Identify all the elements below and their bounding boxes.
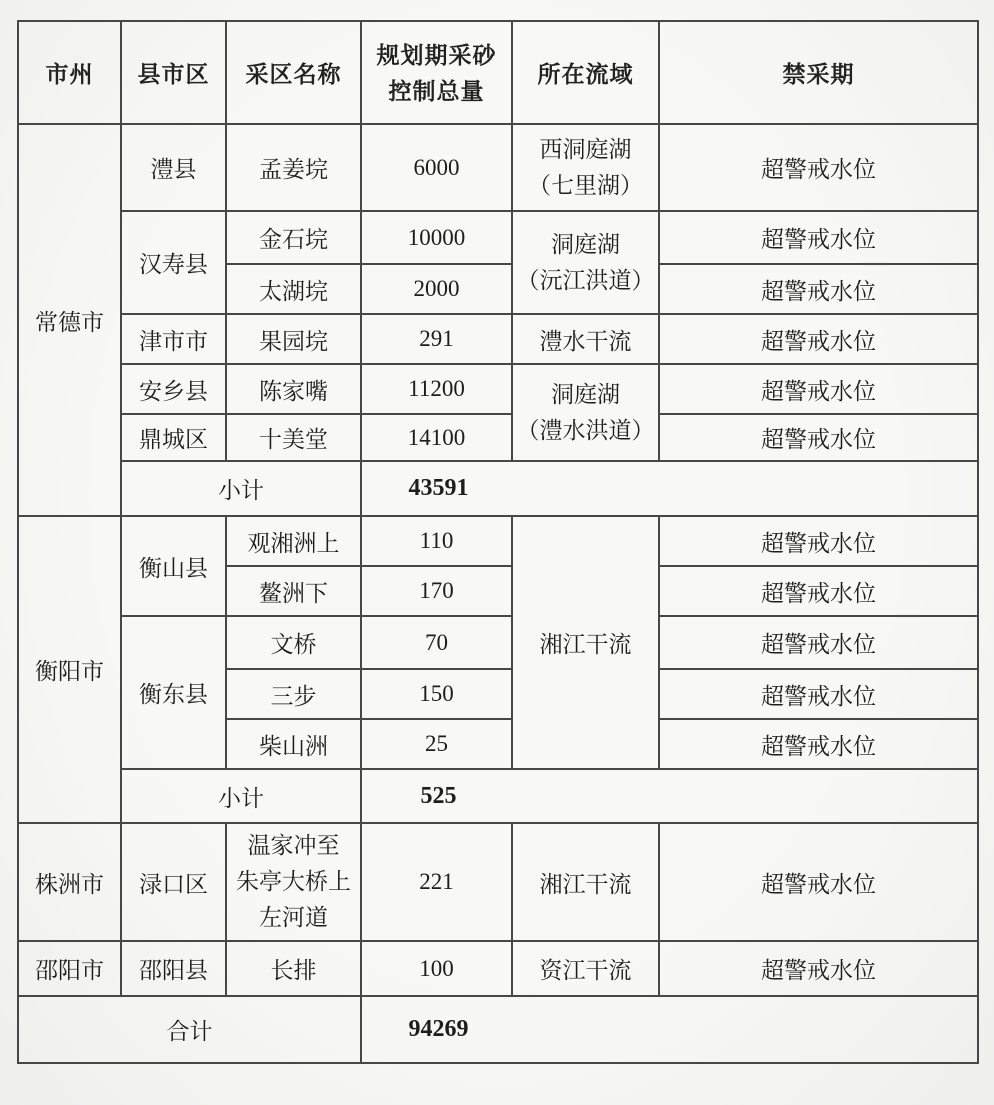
basin-cell <box>512 124 659 211</box>
col-header-city: 市州 <box>18 21 121 124</box>
quota-cell: 6000 <box>361 124 512 211</box>
basin-line: （澧水洪道） <box>516 417 655 443</box>
county-cell: 衡东县 <box>121 616 226 769</box>
subtotal-label-cell: 小计 <box>121 461 361 516</box>
area-line: 朱亭大桥上 <box>236 869 351 894</box>
basin-cell <box>512 211 659 314</box>
quota-cell: 70 <box>361 616 512 669</box>
area-cell: 陈家嘴 <box>226 364 361 414</box>
basin-cell: 澧水干流 <box>512 314 659 364</box>
quota-cell: 150 <box>361 669 512 719</box>
basin-cell: 湘江干流 <box>512 823 659 941</box>
table-row <box>18 823 978 941</box>
col-header-quota-line1: 规划期采砂 <box>376 41 497 68</box>
area-cell: 柴山洲 <box>226 719 361 769</box>
table-row <box>18 211 978 264</box>
quota-cell: 221 <box>361 823 512 941</box>
table-row <box>18 941 978 996</box>
quota-cell: 100 <box>361 941 512 996</box>
county-cell: 邵阳县 <box>121 941 226 996</box>
table-row <box>18 414 978 461</box>
area-cell: 文桥 <box>226 616 361 669</box>
table-row <box>18 616 978 669</box>
city-cell: 衡阳市 <box>18 516 121 823</box>
quota-cell: 2000 <box>361 264 512 314</box>
area-cell: 长排 <box>226 941 361 996</box>
ban-cell: 超警戒水位 <box>659 616 978 669</box>
ban-cell: 超警戒水位 <box>659 566 978 616</box>
ban-cell: 超警戒水位 <box>659 823 978 941</box>
subtotal-label-cell: 小计 <box>121 769 361 823</box>
ban-cell: 超警戒水位 <box>659 516 978 566</box>
county-cell: 安乡县 <box>121 364 226 414</box>
table-row <box>18 364 978 414</box>
area-cell: 三步 <box>226 669 361 719</box>
sand-mining-quota-table <box>17 20 979 1064</box>
city-cell: 常德市 <box>18 124 121 516</box>
area-cell: 孟姜垸 <box>226 124 361 211</box>
basin-line: （沅江洪道） <box>516 267 655 293</box>
basin-cell: 湘江干流 <box>512 516 659 769</box>
basin-cell: 资江干流 <box>512 941 659 996</box>
total-label-cell: 合计 <box>18 996 361 1063</box>
basin-line: 洞庭湖 <box>551 381 620 407</box>
subtotal-value-cell <box>361 461 978 516</box>
basin-line: 西洞庭湖 <box>539 136 632 162</box>
ban-cell: 超警戒水位 <box>659 364 978 414</box>
quota-cell: 14100 <box>361 414 512 461</box>
col-header-county: 县市区 <box>121 21 226 124</box>
ban-cell: 超警戒水位 <box>659 719 978 769</box>
area-cell <box>226 823 361 941</box>
col-header-quota-line2: 控制总量 <box>388 77 485 104</box>
subtotal-value-cell <box>361 769 978 823</box>
county-cell: 津市市 <box>121 314 226 364</box>
county-cell: 衡山县 <box>121 516 226 616</box>
county-cell: 渌口区 <box>121 823 226 941</box>
area-cell: 太湖垸 <box>226 264 361 314</box>
subtotal-row <box>18 461 978 516</box>
col-header-basin: 所在流域 <box>512 21 659 124</box>
area-line: 温家冲至 <box>247 833 340 858</box>
table-row <box>18 516 978 566</box>
header-row <box>18 21 978 124</box>
area-cell: 十美堂 <box>226 414 361 461</box>
table-row <box>18 314 978 364</box>
ban-cell: 超警戒水位 <box>659 124 978 211</box>
col-header-area: 采区名称 <box>226 21 361 124</box>
quota-cell: 11200 <box>361 364 512 414</box>
quota-cell: 25 <box>361 719 512 769</box>
county-cell: 鼎城区 <box>121 414 226 461</box>
subtotal-row <box>18 769 978 823</box>
col-header-ban: 禁采期 <box>659 21 978 124</box>
total-value-cell <box>361 996 978 1063</box>
quota-cell: 110 <box>361 516 512 566</box>
table-row <box>18 124 978 211</box>
basin-line: 洞庭湖 <box>551 231 620 257</box>
quota-cell: 291 <box>361 314 512 364</box>
county-cell: 汉寿县 <box>121 211 226 314</box>
ban-cell: 超警戒水位 <box>659 264 978 314</box>
area-cell: 鳌洲下 <box>226 566 361 616</box>
total-value: 94269 <box>408 1016 469 1042</box>
basin-line: （七里湖） <box>528 172 643 198</box>
ban-cell: 超警戒水位 <box>659 314 978 364</box>
quota-cell: 10000 <box>361 211 512 264</box>
area-line: 左河道 <box>259 905 328 930</box>
total-row <box>18 996 978 1063</box>
area-cell: 果园垸 <box>226 314 361 364</box>
subtotal-value: 525 <box>420 782 457 809</box>
ban-cell: 超警戒水位 <box>659 414 978 461</box>
city-cell: 邵阳市 <box>18 941 121 996</box>
col-header-quota <box>361 21 512 124</box>
ban-cell: 超警戒水位 <box>659 669 978 719</box>
subtotal-value: 43591 <box>408 475 469 501</box>
city-cell: 株洲市 <box>18 823 121 941</box>
basin-cell <box>512 364 659 461</box>
area-cell: 观湘洲上 <box>226 516 361 566</box>
quota-cell: 170 <box>361 566 512 616</box>
ban-cell: 超警戒水位 <box>659 211 978 264</box>
area-cell: 金石垸 <box>226 211 361 264</box>
county-cell: 澧县 <box>121 124 226 211</box>
ban-cell: 超警戒水位 <box>659 941 978 996</box>
